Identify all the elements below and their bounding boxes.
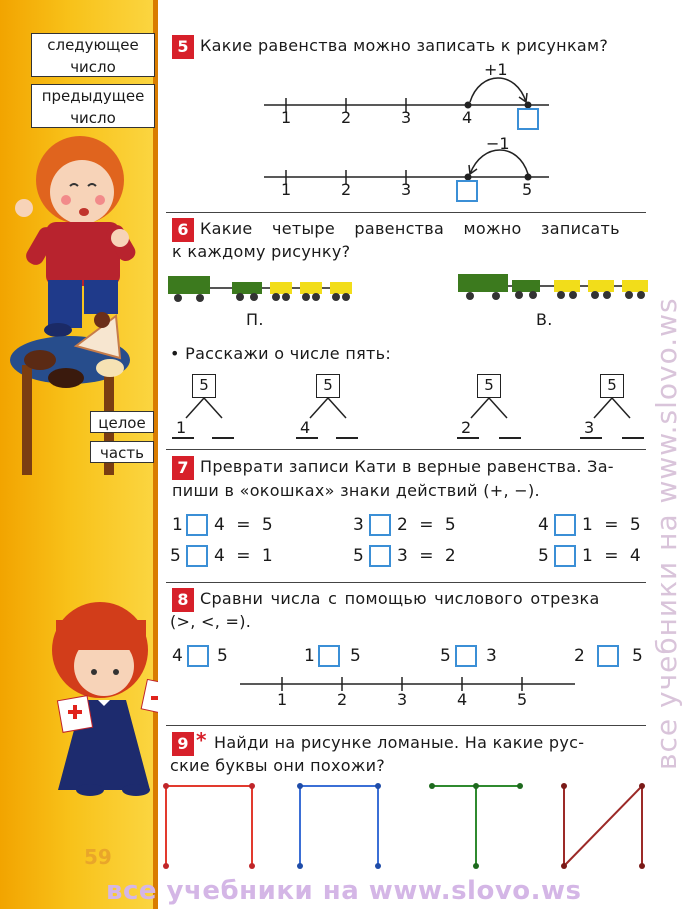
polylines [160, 782, 650, 872]
tag-next-line2: число [70, 58, 116, 76]
decomp-whole-3: 5 [477, 374, 501, 398]
divider-7-8 [166, 582, 646, 583]
task5-text: Какие равенства можно записать к рисункам? [200, 36, 609, 55]
task8-p4-box[interactable] [597, 645, 619, 667]
task9-star: * [196, 728, 207, 752]
task8-p2-b: 5 [350, 646, 361, 666]
task7-r2c2-a: 5 [353, 546, 364, 566]
train-left [166, 274, 366, 304]
decomp-branch-1 [176, 398, 236, 420]
tag-whole: целое [90, 411, 154, 433]
decomp-branch-2 [300, 398, 360, 420]
task7-text-line1: Преврати записи Кати в верные равенства. За- [200, 457, 614, 476]
task7-r1c3-b: 1 = 5 [582, 515, 641, 535]
decomp-branch-3 [461, 398, 521, 420]
task5-tick-1-4: 4 [462, 108, 473, 127]
task5-tick-2-2: 2 [341, 180, 352, 199]
tag-next-number [31, 33, 155, 77]
decomp-part-1: 1 [176, 418, 187, 437]
page-number: 59 [84, 845, 112, 869]
task8-tick-4: 4 [457, 690, 468, 709]
boy-illustration [0, 120, 158, 580]
task6-text-line1: Какие четыре равенства можно записать [200, 219, 620, 238]
task7-text-line2: пиши в «окошках» знаки действий (+, −). [172, 481, 540, 500]
task5-number: 5 [172, 35, 194, 59]
task9-text-line2: ские буквы они похожи? [170, 756, 386, 775]
task7-number: 7 [172, 456, 194, 480]
task5-arrow-label-1: +1 [484, 60, 508, 79]
bullet-dot: • [170, 344, 186, 363]
decomp-underline-3b [499, 437, 521, 439]
tag-part: часть [90, 441, 154, 463]
task7-r1c3-a: 4 [538, 515, 549, 535]
task8-tick-2: 2 [337, 690, 348, 709]
task7-r1c1-a: 1 [172, 515, 183, 535]
task8-p2-box[interactable] [318, 645, 340, 667]
divider-8-9 [166, 725, 646, 726]
task7-r2c3-box[interactable] [554, 545, 576, 567]
decomp-underline-3a [457, 437, 479, 439]
task8-text-line2: (>, <, =). [170, 612, 252, 631]
task7-r2c1-b: 4 = 1 [214, 546, 273, 566]
decomp-underline-4a [580, 437, 602, 439]
task7-r2c1-a: 5 [170, 546, 181, 566]
watermark-bottom: все учебники на www.slovo.ws [106, 876, 582, 906]
task8-number-line [240, 676, 580, 696]
task8-p3-box[interactable] [455, 645, 477, 667]
task6-bullet-text: Расскажи о числе пять: [185, 344, 392, 363]
task8-number: 8 [172, 588, 194, 612]
task5-tick-2-3: 3 [401, 180, 412, 199]
train-right-label: В. [536, 310, 553, 329]
task8-p1-box[interactable] [187, 645, 209, 667]
task7-r2c2-box[interactable] [369, 545, 391, 567]
task5-answer-box-2[interactable] [456, 180, 478, 202]
decomp-part-2: 4 [300, 418, 311, 437]
decomp-part-3: 2 [461, 418, 472, 437]
tag-prev-line1: предыдущее [41, 87, 145, 105]
task6-bullet [170, 342, 391, 366]
task9-number: 9 [172, 732, 194, 756]
task8-p3-a: 5 [440, 646, 451, 666]
task7-r2c1-box[interactable] [186, 545, 208, 567]
task5-tick-1-2: 2 [341, 108, 352, 127]
task7-r2c3-a: 5 [538, 546, 549, 566]
decomp-whole-2: 5 [316, 374, 340, 398]
task8-tick-3: 3 [397, 690, 408, 709]
task7-r1c2-box[interactable] [369, 514, 391, 536]
task8-tick-1: 1 [277, 690, 288, 709]
task5-answer-box-1[interactable] [517, 108, 539, 130]
task7-r2c2-b: 3 = 2 [397, 546, 456, 566]
task8-p2-a: 1 [304, 646, 315, 666]
tag-prev-line2: число [70, 109, 116, 127]
task5-tick-1-1: 1 [281, 108, 292, 127]
decomp-underline-4b [622, 437, 644, 439]
tag-prev-number [31, 84, 155, 128]
task7-r2c3-b: 1 = 4 [582, 546, 641, 566]
task7-r1c2-b: 2 = 5 [397, 515, 456, 535]
decomp-part-4: 3 [584, 418, 595, 437]
decomp-underline-2b [336, 437, 358, 439]
task8-p1-a: 4 [172, 646, 183, 666]
task7-r1c3-box[interactable] [554, 514, 576, 536]
decomp-underline-1b [212, 437, 234, 439]
task8-p4-a: 2 [574, 646, 585, 666]
train-left-label: П. [246, 310, 264, 329]
task9-text-line1: Найди на рисунке ломаные. На какие рус- [214, 733, 585, 752]
task5-tick-2-4: 5 [522, 180, 533, 199]
task5-tick-1-3: 3 [401, 108, 412, 127]
task5-arrow-label-2: −1 [486, 134, 510, 153]
decomp-whole-4: 5 [600, 374, 624, 398]
divider-6-7 [166, 449, 646, 450]
task8-tick-5: 5 [517, 690, 528, 709]
decomp-underline-1a [172, 437, 194, 439]
task8-p4-b: 5 [632, 646, 643, 666]
watermark-vertical: все учебники на www.slovo.ws [650, 297, 683, 770]
task8-text-line1: Сравни числа с помощью числового отрезка [200, 589, 600, 608]
decomp-underline-2a [296, 437, 318, 439]
tag-next-line1: следующее [47, 36, 139, 54]
train-right [456, 272, 656, 302]
girl-illustration [0, 580, 158, 810]
task8-p1-b: 5 [217, 646, 228, 666]
decomp-branch-4 [584, 398, 644, 420]
task7-r1c1-box[interactable] [186, 514, 208, 536]
task6-text-line2: к каждому рисунку? [172, 242, 351, 261]
task8-p3-b: 3 [486, 646, 497, 666]
task6-number: 6 [172, 218, 194, 242]
task7-r1c1-b: 4 = 5 [214, 515, 273, 535]
task7-r1c2-a: 3 [353, 515, 364, 535]
task5-tick-2-1: 1 [281, 180, 292, 199]
decomp-whole-1: 5 [192, 374, 216, 398]
divider-5-6 [166, 212, 646, 213]
